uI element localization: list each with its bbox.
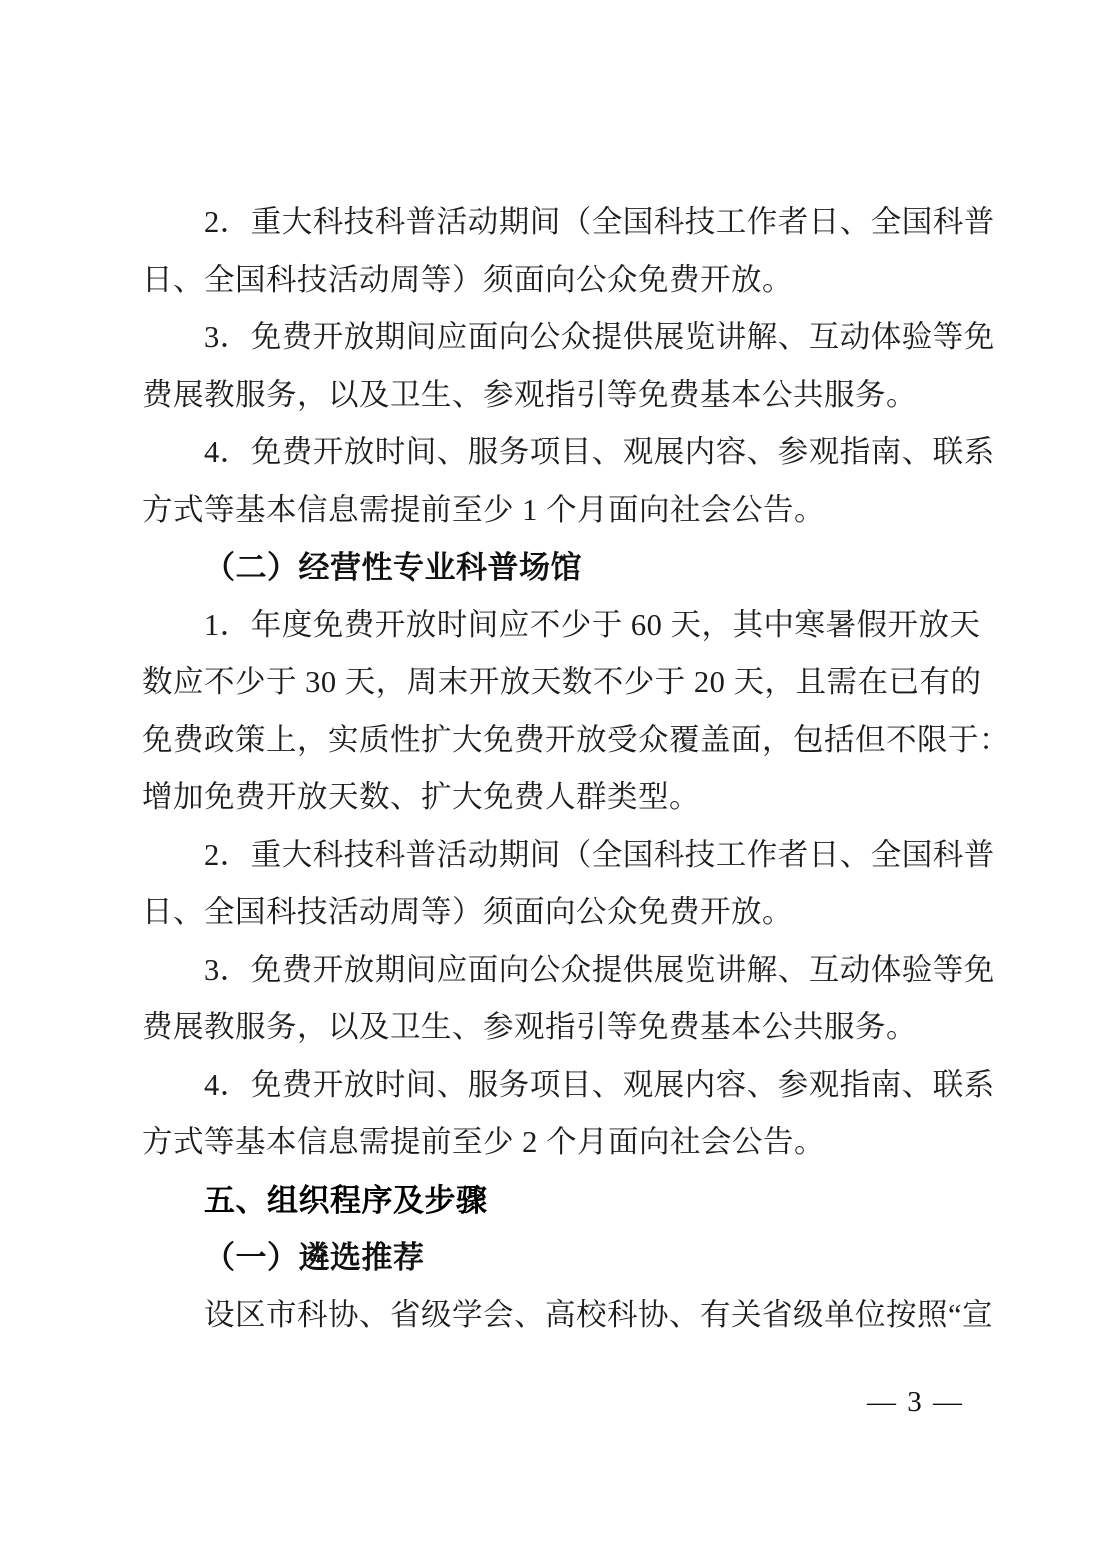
paragraph [142, 424, 995, 539]
text-line: 4．免费开放时间、服务项目、观展内容、参观指南、联系 [204, 1067, 995, 1102]
text-line: 日、全国科技活动周等）须面向公众免费开放。 [142, 262, 793, 297]
text-line: 设区市科协、省级学会、高校科协、有关省级单位按照“宣 [204, 1297, 994, 1332]
paragraph [142, 827, 995, 942]
text-line: （二）经营性专业科普场馆 [204, 550, 582, 585]
document-body [142, 194, 1010, 1344]
text-line: 3．免费开放期间应面向公众提供展览讲解、互动体验等免 [204, 952, 995, 987]
paragraph [142, 1057, 995, 1172]
text-line: 免费政策上，实质性扩大免费开放受众覆盖面，包括但不限于： [142, 722, 1010, 757]
text-line: 日、全国科技活动周等）须面向公众免费开放。 [142, 895, 793, 929]
text-line: 方式等基本信息需提前至少 1 个月面向社会公告。 [142, 492, 825, 527]
paragraph [142, 309, 995, 424]
text-line: 数应不少于 30 天，周末开放天数不少于 20 天，且需在已有的 [142, 665, 982, 699]
text-line: 3．免费开放期间应面向公众提供展览讲解、互动体验等免 [204, 320, 995, 354]
section-heading [142, 1172, 963, 1230]
text-line: 1．年度免费开放时间应不少于 60 天，其中寒暑假开放天 [204, 607, 981, 642]
text-line: 方式等基本信息需提前至少 2 个月面向社会公告。 [142, 1125, 825, 1159]
text-line: 增加免费开放天数、扩大免费人群类型。 [142, 780, 700, 814]
paragraph [142, 1287, 994, 1345]
paragraph [142, 194, 995, 309]
text-line: 4．免费开放时间、服务项目、观展内容、参观指南、联系 [204, 435, 995, 469]
sub-section-heading [142, 539, 963, 597]
paragraph [142, 942, 995, 1057]
text-line: 2．重大科技科普活动期间（全国科技工作者日、全国科普 [204, 837, 995, 872]
text-line: （一）遴选推荐 [204, 1240, 425, 1275]
text-line: 2．重大科技科普活动期间（全国科技工作者日、全国科普 [204, 205, 995, 239]
page-number: — 3 — [867, 1386, 964, 1418]
text-line: 费展教服务，以及卫生、参观指引等免费基本公共服务。 [142, 1010, 917, 1044]
text-line: 费展教服务，以及卫生、参观指引等免费基本公共服务。 [142, 377, 917, 412]
sub-section-heading [142, 1229, 963, 1287]
text-line: 五、组织程序及步骤 [204, 1182, 488, 1218]
paragraph [142, 597, 1010, 827]
